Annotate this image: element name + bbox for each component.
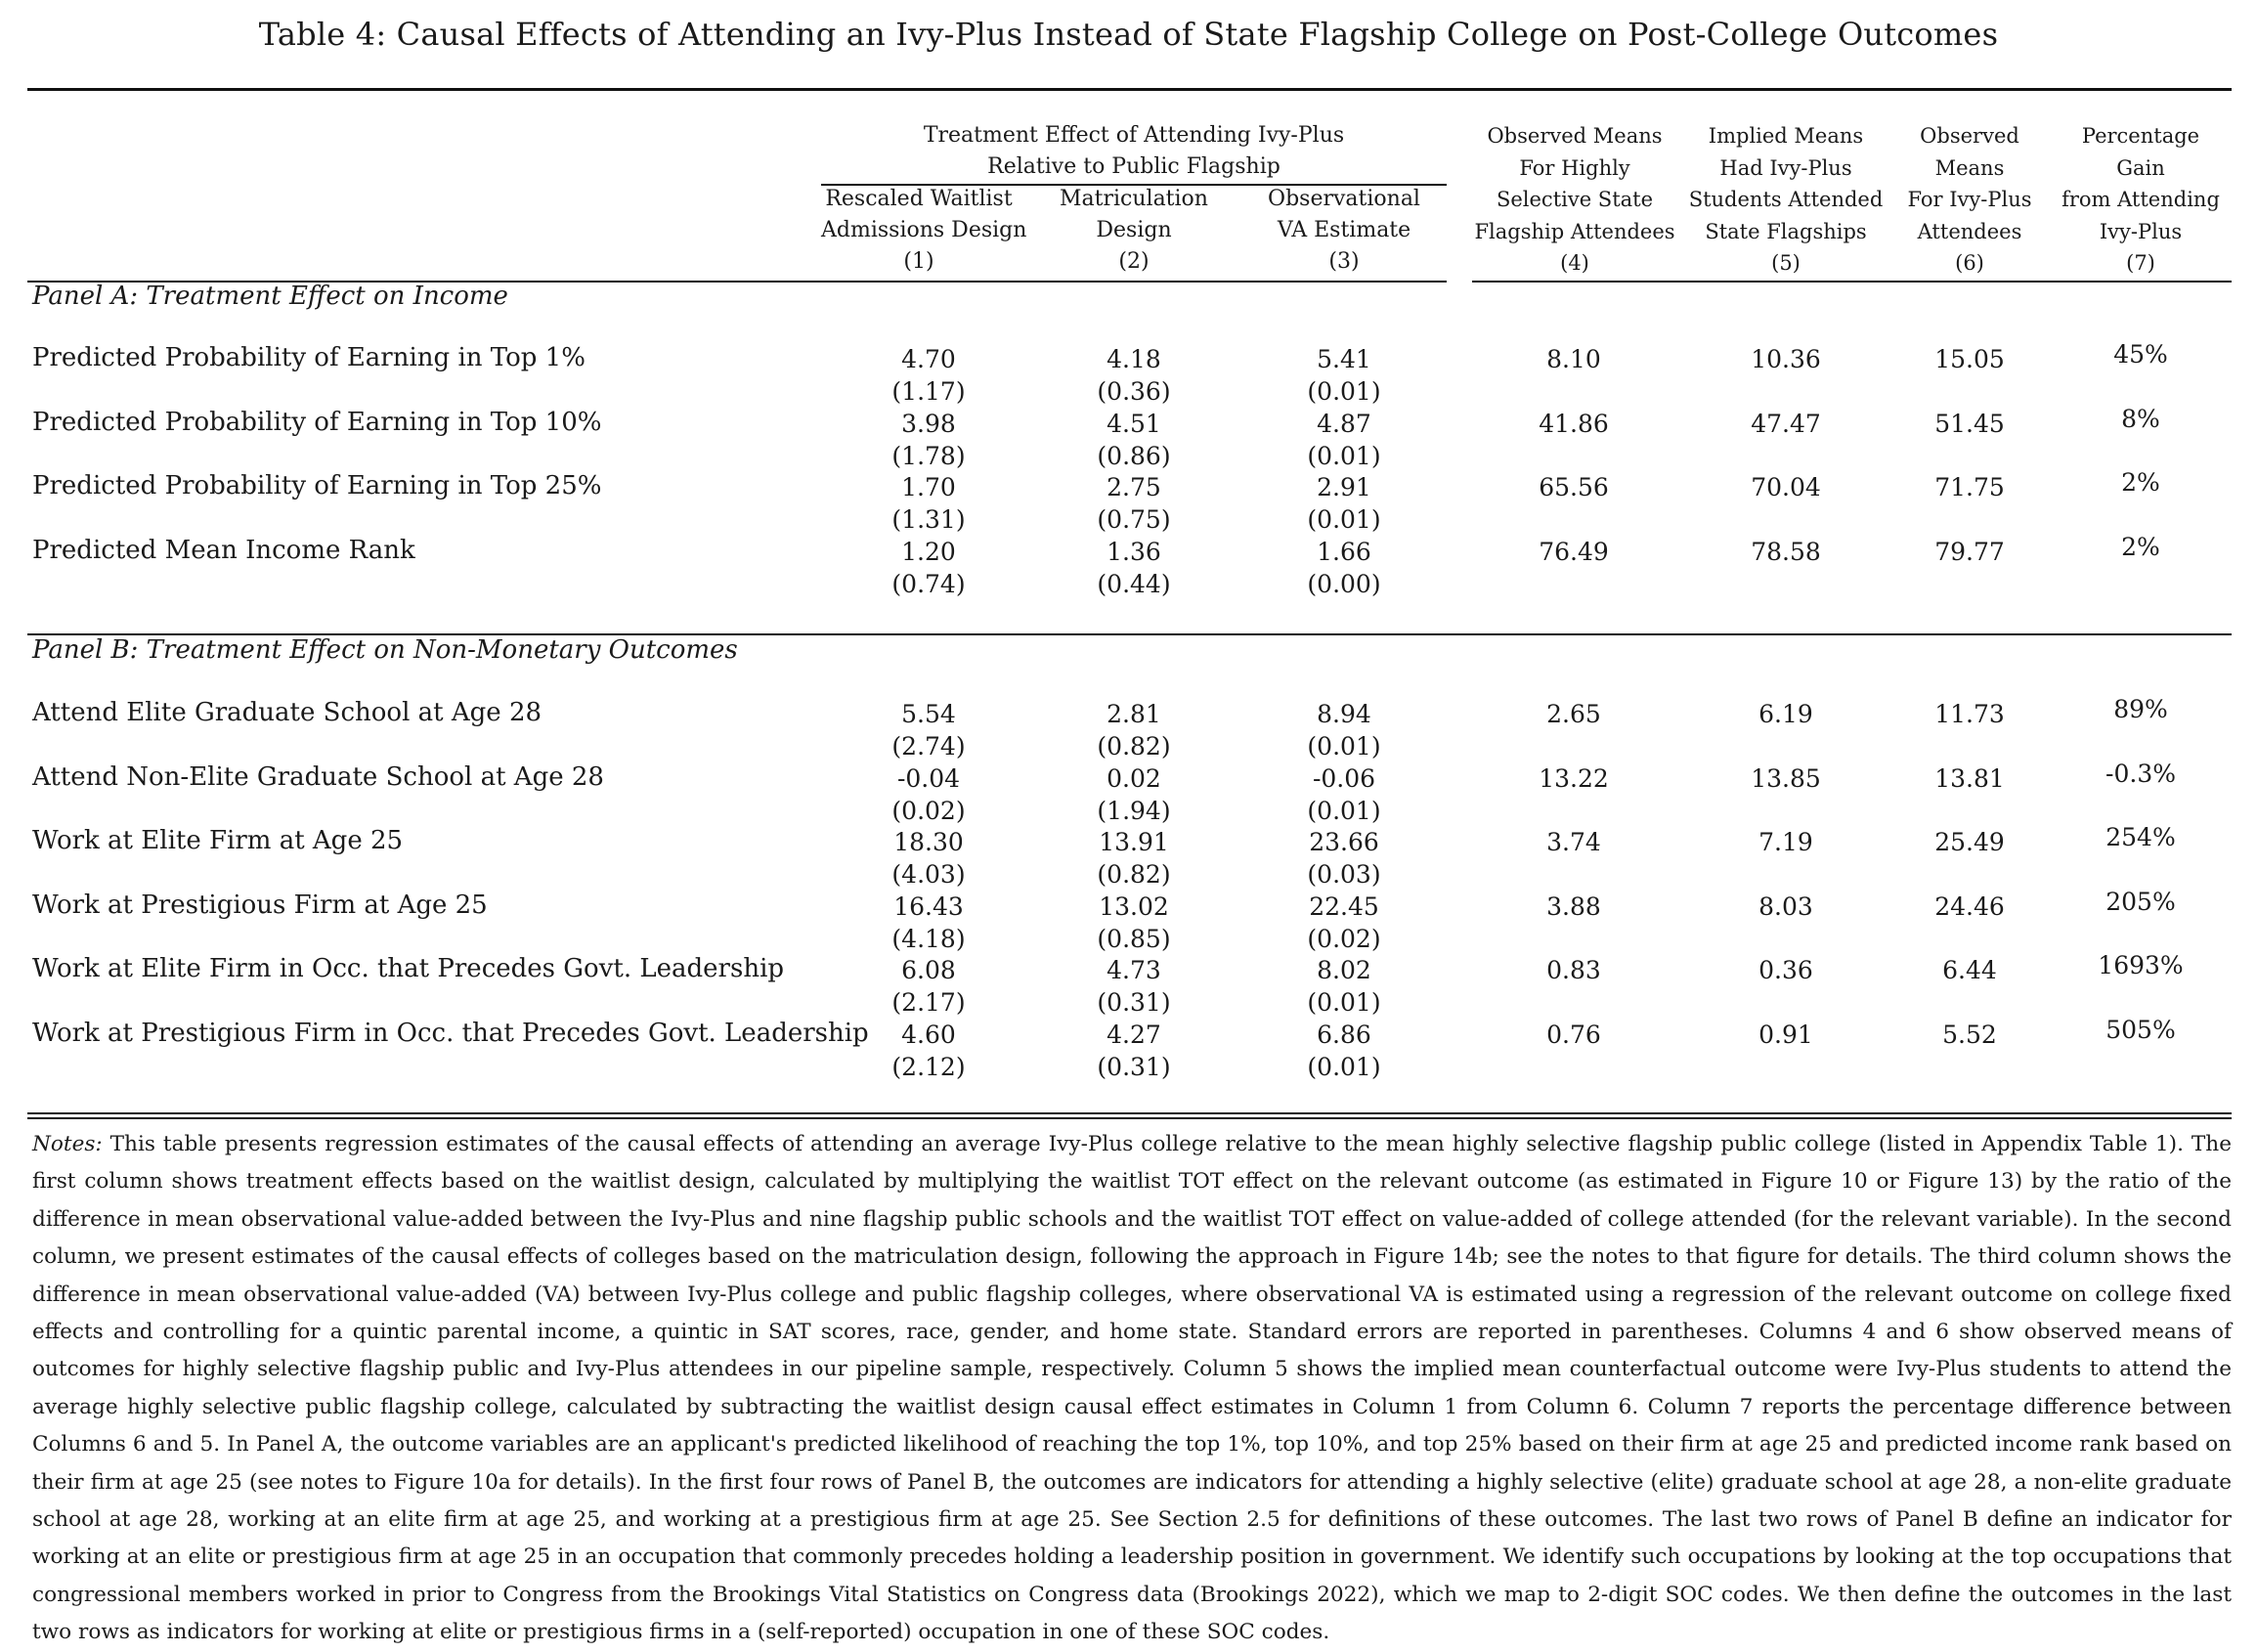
gain-cell: -0.3% [2105,759,2176,788]
estimate-cell: 1.66 [1317,537,1371,566]
gain-cell: 1693% [2098,951,2184,979]
estimate-cell: 13.91 [1099,828,1169,856]
estimate-cell: 4.18 [1107,345,1161,373]
standard-error-cell: (1.78) [891,441,966,470]
estimate-cell: 3.98 [901,409,956,438]
estimate-cell: 1.20 [901,537,956,566]
mean-cell: 5.52 [1942,1020,1997,1049]
mean-cell: 51.45 [1934,409,2005,438]
estimate-cell: 6.08 [901,956,956,984]
mean-cell: 0.36 [1758,956,1813,984]
gain-cell: 2% [2121,468,2160,497]
col4-line2: For Highly [1519,155,1630,180]
mean-cell: 2.65 [1546,700,1601,728]
col5-line3: Students Attended [1688,188,1884,211]
bottom-rule-1 [27,1112,2232,1114]
header-rule-right [1472,281,2232,283]
standard-error-cell: (2.17) [891,988,966,1017]
mean-cell: 0.91 [1758,1020,1813,1049]
mean-cell: 8.10 [1546,345,1601,373]
standard-error-cell: (0.02) [1307,924,1381,953]
gain-cell: 8% [2121,404,2160,433]
column-header-2 [1036,184,1232,278]
group-header-line-1: Treatment Effect of Attending Ivy-Plus [923,123,1345,148]
group-header [821,120,1447,183]
standard-error-cell: (0.01) [1307,441,1381,470]
estimate-cell: 16.43 [893,891,964,921]
mean-cell: 41.86 [1539,409,1609,438]
estimate-cell: 4.73 [1107,956,1161,984]
estimate-cell: 4.27 [1107,1020,1161,1049]
standard-error-cell: (0.03) [1307,860,1381,889]
gain-cell: 505% [2105,1015,2176,1044]
estimate-cell: 2.81 [1107,700,1161,728]
estimate-cell: 1.70 [901,473,956,501]
bottom-rule-2 [27,1117,2232,1119]
col4-line1: Observed Means [1487,124,1663,148]
col6-line1: Observed [1920,124,2019,148]
mean-cell: 13.22 [1539,763,1609,793]
mean-cell: 0.76 [1546,1020,1601,1049]
estimate-cell: 5.41 [1317,345,1371,373]
col6-line4: Attendees [1917,219,2022,243]
col4-line5: (4) [1560,251,1589,275]
standard-error-cell: (0.01) [1307,505,1381,534]
col4-line3: Selective State [1496,188,1654,211]
standard-error-cell: (0.85) [1097,924,1171,953]
top-rule [27,88,2232,91]
standard-error-cell: (2.74) [891,732,966,761]
standard-error-cell: (1.94) [1097,796,1171,825]
column-header-4 [1472,120,1677,280]
mean-cell: 3.74 [1546,828,1601,856]
estimate-cell: 8.02 [1317,956,1371,984]
standard-error-cell: (0.74) [891,569,966,598]
standard-error-cell: (0.75) [1097,505,1171,534]
estimate-cell: 2.91 [1317,473,1371,501]
estimate-cell: 1.36 [1107,537,1161,566]
group-header-line-2: Relative to Public Flagship [987,154,1280,179]
gain-cell: 89% [2113,695,2168,723]
col6-line5: (6) [1955,251,1984,275]
notes-text: This table presents regression estimates of the causal effects of attending an average Ivy-Plus college relative to the mean highly selective flagship public college (listed in Appendix Table 1). The first column shows treatment effects based on the waitlist design, calculated by multiplying the waitlist TOT effect on the relevant outcome (as estimated in Figure 10 or Figure 13) by the ratio of the difference in mean observational value-added between the Ivy-Plus and nine flagship public schools and the waitlist TOT effect on value-added of college attended (for the relevant variable). In the second column, we present estimates of the causal effects of colleges based on the matriculation design, following the approach in Figure 14b; see the notes to that figure for details. The third column shows the difference in mean observational value-added (VA) between Ivy-Plus college and public flagship colleges, where observational VA is estimated using a regression of the relevant outcome on college fixed effects and controlling for a quintic parental income, a quintic in SAT scores, race, gender, and home state. Standard errors are reported in parentheses. Columns 4 and 6 show observed means of outcomes for highly selective flagship public and Ivy-Plus attendees in our pipeline sample, respectively. Column 5 shows the implied mean counterfactual outcome were Ivy-Plus students to attend the average highly selective public flagship college, calculated by subtracting the waitlist design causal effect estimates in Column 1 from Column 6. Column 7 reports the percentage difference between Columns 6 and 5. In Panel A, the outcome variables are an applicant's predicted likelihood of reaching the top 1%, top 10%, and top 25% based on their firm at age 25 and predicted income rank based on their firm at age 25 (see notes to Figure 10a for details). In the first four rows of Panel B, the outcomes are indicators for attending a highly selective (elite) graduate school at age 28, a non-elite graduate school at age 28, working at an elite firm at age 25, and working at a prestigious firm at age 25. See Section 2.5 for definitions of these outcomes. The last two rows of Panel B define an indicator for working at an elite or prestigious firm at age 25 in an occupation that commonly precedes holding a leadership position in government. We identify such occupations by looking at the top occupations that congressional members worked in prior to Congress from the Brookings Vital Statistics on Congress data (Brookings 2022), which we map to 2-digit SOC codes. We then define the outcomes in the last two rows as indicators for working at elite or prestigious firms in a (self-reported) occupation in one of these SOC codes. [32,1132,2232,1645]
col4-line4: Flagship Attendees [1474,219,1675,243]
estimate-cell: 4.87 [1317,409,1371,438]
mean-cell: 8.03 [1758,891,1813,921]
col3-line3: (3) [1328,249,1360,274]
standard-error-cell: (4.03) [891,860,966,889]
row-label: Work at Elite Firm in Occ. that Precedes Govt. Leadership [32,954,785,983]
col6-line3: For Ivy-Plus [1907,188,2032,211]
gain-cell: 205% [2105,887,2176,916]
standard-error-cell: (0.01) [1307,1052,1381,1081]
col5-line4: State Flagships [1705,219,1867,243]
col1-line3: (1) [903,249,934,274]
col5-line2: Had Ivy-Plus [1719,155,1852,180]
column-header-3 [1246,184,1442,278]
estimate-cell: 4.60 [901,1020,956,1049]
standard-error-cell: (1.17) [891,377,966,406]
estimate-cell: 4.51 [1107,409,1161,438]
standard-error-cell: (0.31) [1097,988,1171,1017]
col7-line3: from Attending [2062,188,2220,211]
gain-cell: 2% [2121,532,2160,561]
col6-line2: Means [1934,155,2005,180]
estimate-cell: -0.04 [896,763,961,793]
panel-a-title: Panel A: Treatment Effect on Income [32,282,508,311]
notes-lead: Notes: [32,1132,103,1156]
col3-line1: Observational [1268,187,1420,211]
mean-cell: 6.19 [1758,700,1813,728]
col7-line1: Percentage [2081,124,2200,148]
standard-error-cell: (0.44) [1097,569,1171,598]
row-label: Predicted Mean Income Rank [32,535,415,565]
col5-line1: Implied Means [1708,124,1864,148]
column-header-1 [821,184,1027,278]
mean-cell: 65.56 [1539,473,1609,501]
standard-error-cell: (0.01) [1307,377,1381,406]
standard-error-cell: (0.36) [1097,377,1171,406]
standard-error-cell: (0.02) [891,796,966,825]
table-title: Table 4: Causal Effects of Attending an Ivy-Plus Instead of State Flagship College on Post-College Outcomes [258,16,1999,53]
row-label: Work at Elite Firm at Age 25 [32,826,404,855]
col1-line1: Rescaled Waitlist [825,187,1013,211]
mean-cell: 6.44 [1942,956,1997,984]
standard-error-cell: (1.31) [891,505,966,534]
mean-cell: 15.05 [1934,345,2005,373]
estimate-cell: 18.30 [893,828,964,856]
standard-error-cell: (2.12) [891,1052,966,1081]
row-label: Predicted Probability of Earning in Top 1% [32,343,586,372]
mean-cell: 47.47 [1751,409,1821,438]
mean-cell: 3.88 [1546,891,1601,921]
mean-cell: 13.81 [1934,763,2005,793]
standard-error-cell: (4.18) [891,924,966,953]
standard-error-cell: (0.82) [1097,860,1171,889]
mean-cell: 79.77 [1934,537,2005,566]
panel-b-title: Panel B: Treatment Effect on Non-Monetary Outcomes [32,635,738,665]
mean-cell: 13.85 [1751,763,1821,793]
gain-cell: 45% [2113,340,2168,369]
column-header-7 [2053,120,2229,280]
standard-error-cell: (0.01) [1307,988,1381,1017]
estimate-cell: 6.86 [1317,1020,1371,1049]
standard-error-cell: (0.86) [1097,441,1171,470]
mean-cell: 7.19 [1758,828,1813,856]
estimate-cell: 2.75 [1107,473,1161,501]
standard-error-cell: (0.00) [1307,569,1381,598]
standard-error-cell: (0.31) [1097,1052,1171,1081]
row-label: Predicted Probability of Earning in Top 25% [32,471,602,500]
estimate-cell: 4.70 [901,345,956,373]
col2-line3: (2) [1118,249,1150,274]
mean-cell: 76.49 [1539,537,1609,566]
mean-cell: 24.46 [1934,891,2005,921]
col3-line2: VA Estimate [1277,218,1411,242]
mean-cell: 78.58 [1751,537,1821,566]
standard-error-cell: (0.01) [1307,732,1381,761]
mean-cell: 70.04 [1751,473,1821,501]
estimate-cell: 23.66 [1309,828,1379,856]
mean-cell: 0.83 [1546,956,1601,984]
row-label: Attend Elite Graduate School at Age 28 [32,698,543,727]
gain-cell: 254% [2105,823,2176,851]
row-label: Work at Prestigious Firm in Occ. that Precedes Govt. Leadership [32,1018,869,1048]
estimate-cell: 0.02 [1107,763,1161,793]
col1-line2: Admissions Design [821,218,1027,242]
col2-line1: Matriculation [1060,187,1208,211]
estimate-cell: 13.02 [1099,891,1169,921]
col2-line2: Design [1096,218,1172,242]
row-label: Attend Non-Elite Graduate School at Age 28 [32,761,604,792]
col7-line2: Gain [2116,155,2165,180]
column-header-6 [1887,120,2053,280]
mean-cell: 25.49 [1934,828,2005,856]
column-header-5 [1683,120,1888,280]
row-label: Work at Prestigious Firm at Age 25 [32,890,488,920]
standard-error-cell: (0.82) [1097,732,1171,761]
mean-cell: 71.75 [1934,473,2005,501]
estimate-cell: 5.54 [901,700,956,728]
mean-cell: 11.73 [1934,700,2005,728]
estimate-cell: 22.45 [1309,891,1379,921]
row-label: Predicted Probability of Earning in Top 10% [32,407,602,437]
estimate-cell: 8.94 [1317,700,1371,728]
col7-line5: (7) [2126,251,2155,275]
estimate-cell: -0.06 [1312,763,1376,793]
col7-line4: Ivy-Plus [2099,219,2183,243]
col5-line5: (5) [1771,251,1801,275]
standard-error-cell: (0.01) [1307,796,1381,825]
table-notes [32,1126,2232,1652]
mean-cell: 10.36 [1751,345,1821,373]
